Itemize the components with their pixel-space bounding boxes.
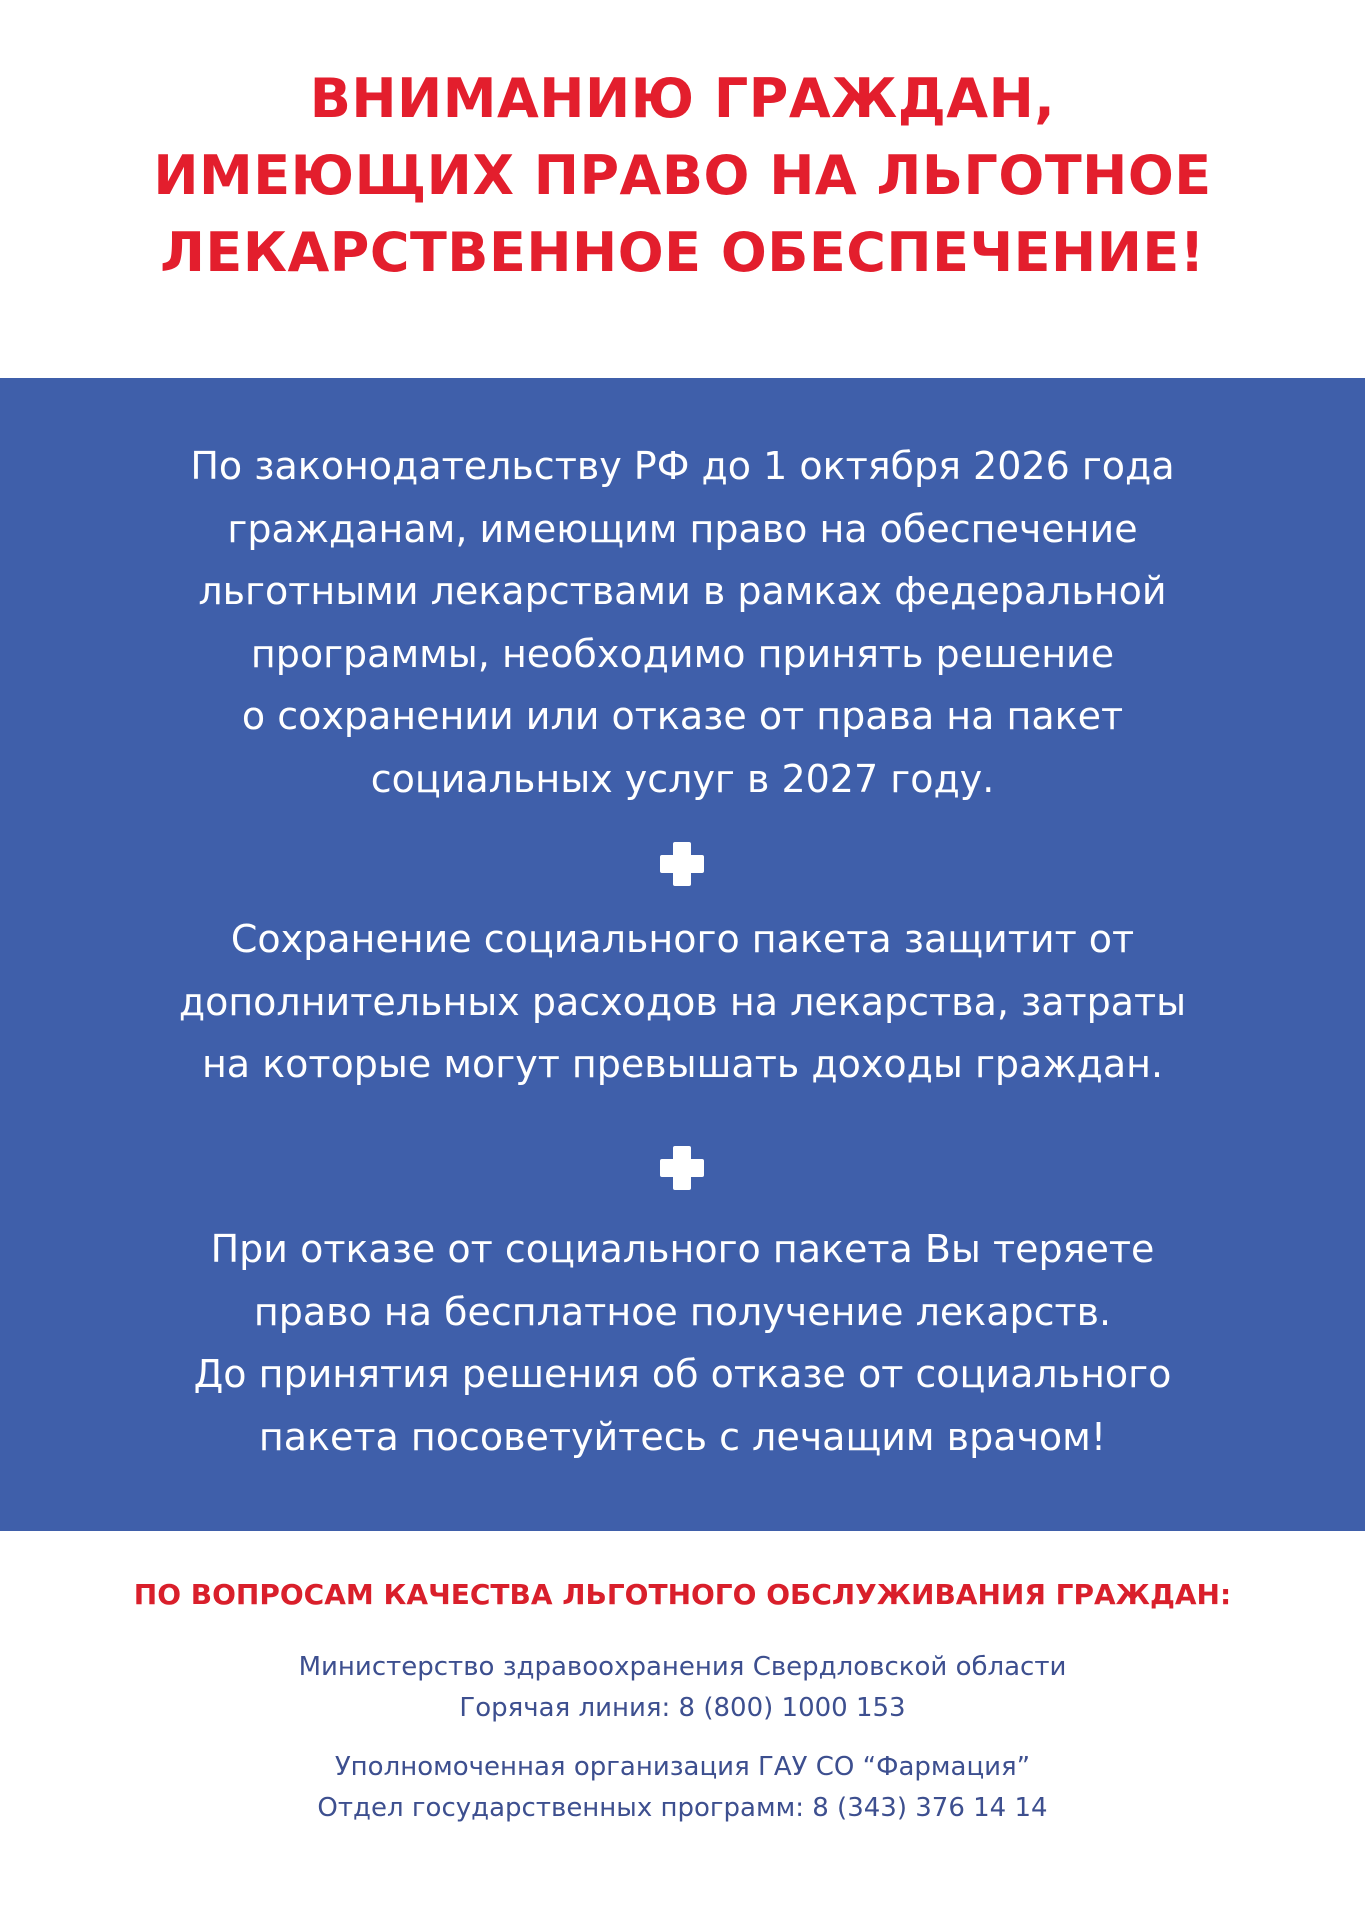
deadline-paragraph — [0, 435, 1365, 810]
warning-paragraph-line: право на бесплатное получение лекарств. — [253, 1289, 1112, 1334]
benefit-paragraph-line: дополнительных расходов на лекарства, затраты — [178, 979, 1187, 1024]
pharmacy-department-phone: Отдел государственных программ: 8 (343) 376 14 14 — [317, 1793, 1048, 1823]
ministry-contact — [0, 1647, 1365, 1729]
plus-cross-icon — [660, 1146, 704, 1190]
footer-heading: ПО ВОПРОСАМ КАЧЕСТВА ЛЬГОТНОГО ОБСЛУЖИВАНИЯ ГРАЖДАН: — [133, 1578, 1232, 1611]
deadline-paragraph-line: гражданам, имеющим право на обеспечение — [227, 506, 1138, 551]
deadline-paragraph-line: социальных услуг в 2027 году. — [370, 756, 995, 801]
benefit-paragraph — [0, 908, 1365, 1096]
deadline-paragraph-line: о сохранении или отказе от права на пакет — [241, 694, 1124, 738]
pharmacy-organization-name: Уполномоченная организация ГАУ СО “Фармация” — [334, 1752, 1031, 1782]
ministry-name: Министерство здравоохранения Свердловской области — [298, 1652, 1067, 1682]
info-panel — [0, 378, 1365, 1531]
deadline-paragraph-line: льготными лекарствами в рамках федеральной — [198, 569, 1167, 613]
warning-paragraph — [0, 1218, 1365, 1468]
deadline-paragraph-line: По законодательству РФ до 1 октября 2026 года — [190, 444, 1175, 488]
poster-headline — [0, 60, 1365, 291]
headline-line-2: ИМЕЮЩИХ ПРАВО НА ЛЬГОТНОЕ — [153, 144, 1212, 207]
warning-paragraph-line: пакета посоветуйтесь с лечащим врачом! — [258, 1414, 1107, 1459]
benefit-paragraph-line: на которые могут превышать доходы граждан. — [201, 1042, 1164, 1086]
headline-line-1: ВНИМАНИЮ ГРАЖДАН, — [309, 67, 1056, 130]
headline-line-3: ЛЕКАРСТВЕННОЕ ОБЕСПЕЧЕНИЕ! — [160, 221, 1205, 284]
warning-paragraph-line: При отказе от социального пакета Вы теряете — [210, 1227, 1155, 1271]
benefit-paragraph-line: Сохранение социального пакета защитит от — [230, 917, 1135, 961]
warning-paragraph-line: До принятия решения об отказе от социального — [193, 1352, 1172, 1396]
ministry-hotline: Горячая линия: 8 (800) 1000 153 — [459, 1693, 906, 1723]
pharmacy-contact — [0, 1747, 1365, 1829]
plus-cross-icon — [660, 842, 704, 886]
contacts-footer — [0, 1575, 1365, 1829]
deadline-paragraph-line: программы, необходимо принять решение — [250, 631, 1115, 676]
